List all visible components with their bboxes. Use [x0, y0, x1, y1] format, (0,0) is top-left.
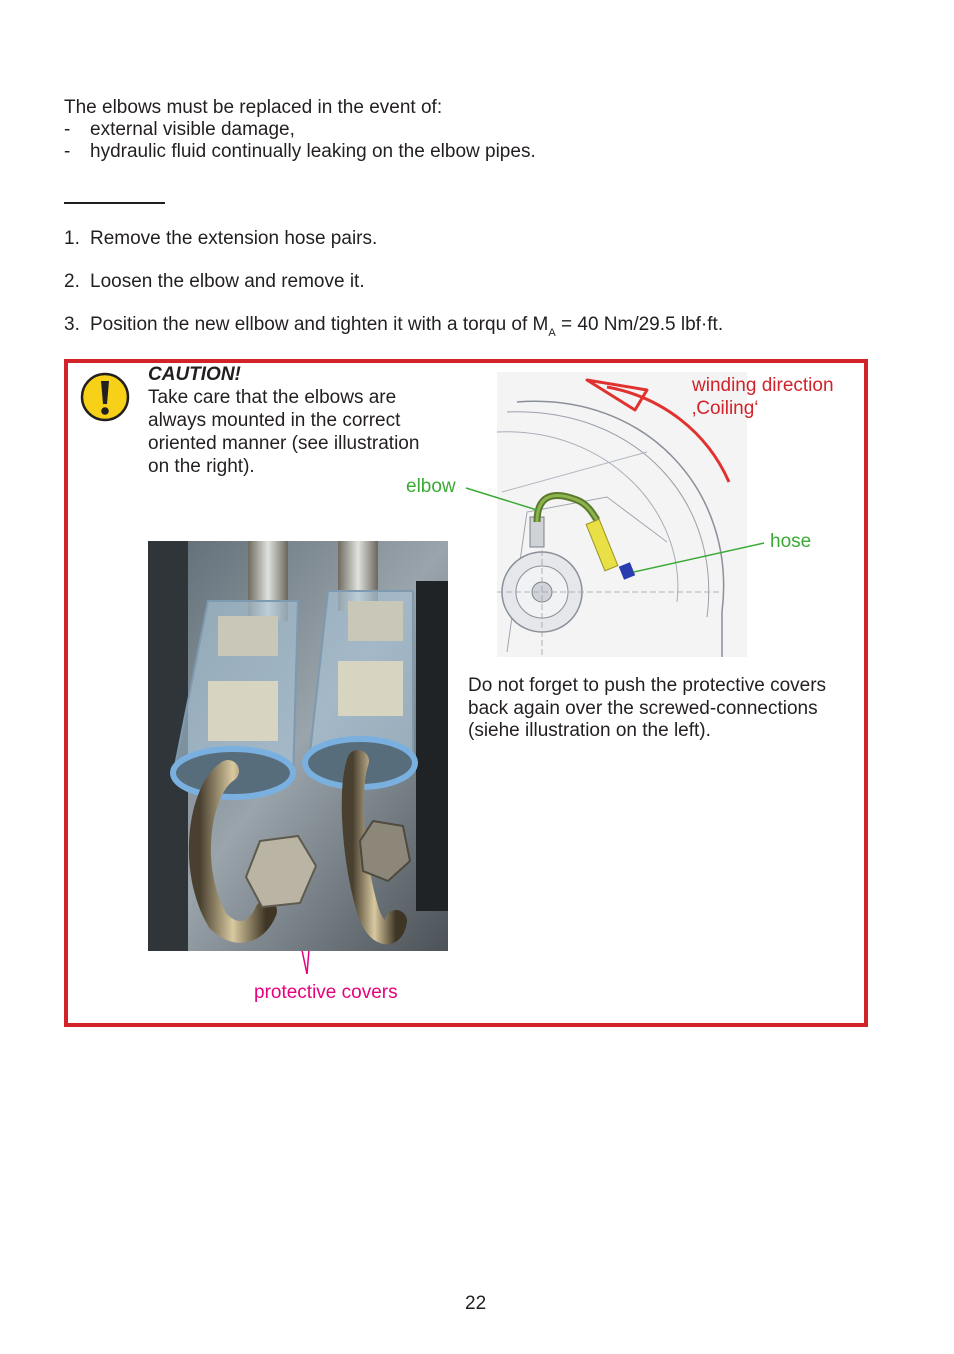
protective-covers-photo	[148, 541, 448, 951]
hose-label: hose	[770, 531, 812, 552]
note-line: back again over the screwed-connections	[468, 698, 818, 719]
section-rule	[64, 202, 165, 204]
coiling-label: ‚Coiling‘	[692, 398, 759, 419]
bullet-marker: -	[64, 119, 71, 140]
step-text-part: = 40 Nm/29.5 lbf·ft.	[555, 314, 724, 335]
bullet-item: hydraulic fluid continually leaking on the elbow pipes.	[90, 141, 536, 162]
torque-subscript: A	[548, 327, 556, 339]
caution-title: CAUTION!	[148, 364, 241, 385]
intro-lead: The elbows must be replaced in the event of:	[64, 97, 443, 118]
step-text: Remove the extension hose pairs.	[90, 228, 378, 249]
caution-line: oriented manner (see illustration	[148, 433, 420, 454]
note-line: Do not forget to push the protective covers	[468, 675, 827, 696]
exclamation-warning-icon	[80, 372, 130, 422]
bullet-item: external visible damage,	[90, 119, 295, 140]
step-text-part: Position the new ellbow and tighten it with a torqu of M	[90, 314, 549, 335]
note-line: (siehe illustration on the left).	[468, 720, 711, 741]
step-text: Loosen the elbow and remove it.	[90, 271, 365, 292]
step-text	[90, 314, 723, 338]
page-number: 22	[465, 1293, 487, 1314]
bullet-marker: -	[64, 141, 71, 162]
caution-line: always mounted in the correct	[148, 410, 401, 431]
elbow-label: elbow	[406, 476, 456, 497]
caution-line: Take care that the elbows are	[148, 387, 397, 408]
step-number: 1.	[64, 228, 80, 249]
caution-line: on the right).	[148, 456, 255, 477]
step-number: 2.	[64, 271, 80, 292]
step-number: 3.	[64, 314, 80, 335]
protective-covers-label: protective covers	[254, 982, 398, 1003]
winding-direction-label: winding direction	[692, 375, 834, 396]
